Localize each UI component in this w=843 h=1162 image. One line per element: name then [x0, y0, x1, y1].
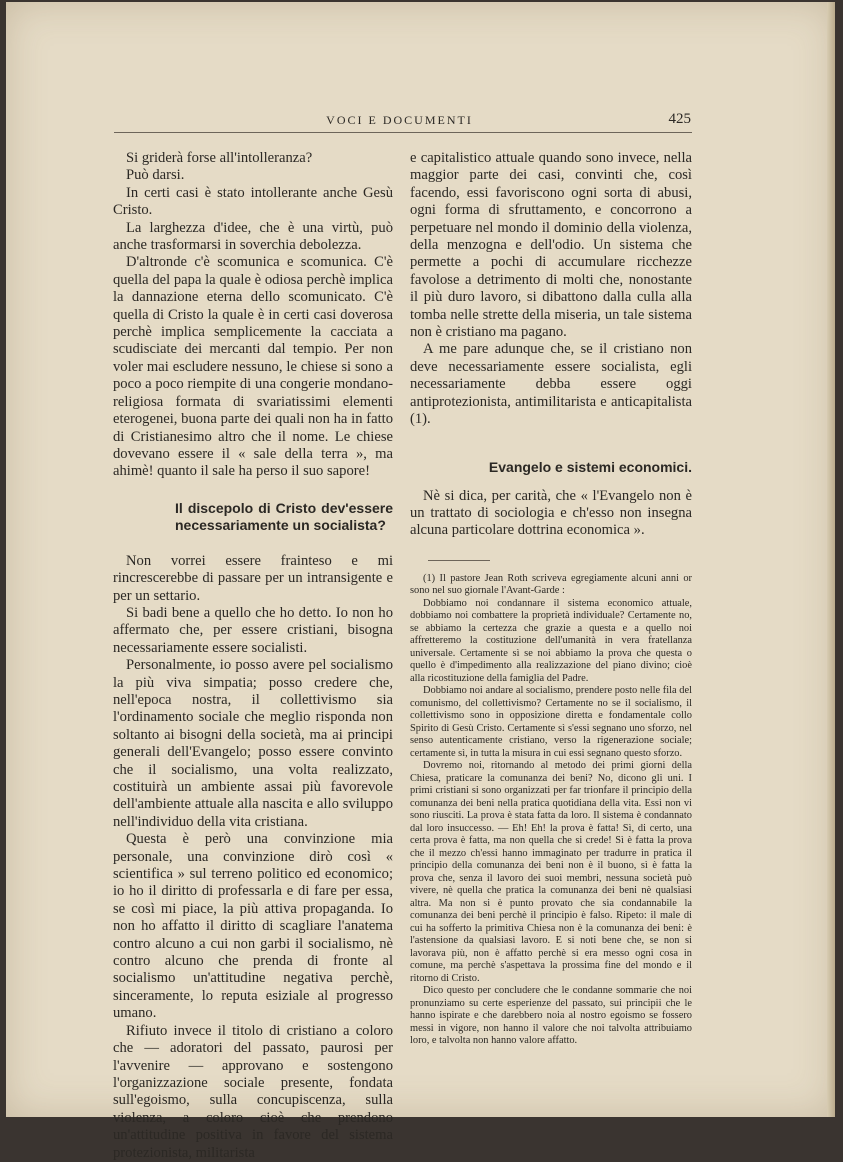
paragraph: In certi casi è stato intollerante anche Gesù Cristo. — [113, 184, 393, 219]
footnote-paragraph: (1) Il pastore Jean Roth scriveva egregiamente alcuni anni or sono nel suo giornale l'Avant-Garde : — [410, 572, 692, 597]
left-column — [113, 150, 393, 1162]
running-title: VOCI E DOCUMENTI — [326, 113, 473, 127]
book-page — [6, 2, 835, 1161]
footnote-paragraph: Dovremo noi, ritornando al metodo dei primi giorni della Chiesa, praticare la comunanza dei beni? No, dicono gli uni. I primi cristiani si sono organizzati per far trionfare il principio della comunanza dei beni nella pratica quotidiana della vita. Essi non vi sono riusciti. La prova è stata fatta da loro. Il sistema è condannato dal loro insuccesso. — Eh! Eh! la prova è fatta! Sì, di certo, una certa prova è fatta, ma non quella che si crede! Sì è fatta la prova che il mezzo ch'essi hanno immaginato per tradurre in pratica il principio della comunanza dei beni non è il buono, sì è fatta la prova che, senza il lavoro dei suoi membri, nessuna società può vivere, nè quella che pratica la comunanza dei beni nè qualsiasi altra. Ma non si è punto provato che sia condannabile la comunanza dei beni perchè il principio è falso. Ripeto: il male di cui ha sofferto la primitiva Chiesa non è la comunanza dei beni: è l'astensione da qualsiasi lavoro. E si noti bene che, se non si lavorava più, non è affatto perchè si era messo ogni cosa in comune, ma perchè s'aspettava la prossima fine del mondo e il ritorno di Cristo. — [410, 760, 692, 984]
header-rule — [114, 132, 692, 133]
paragraph: Nè si dica, per carità, che « l'Evangelo non è un trattato di sociologia e ch'esso non insegna alcuna particolare dottrina economica ». — [410, 487, 692, 539]
paragraph: Non vorrei essere frainteso e mi rincrescerebbe di passare per un intransigente e per un settario. — [113, 552, 393, 604]
footnote-paragraph: Dobbiamo noi condannare il sistema economico attuale, dobbiamo noi combattere la proprietà individuale? Certamente no, se abbiamo la certezza che grazie a questa e a quello noi affretteremo la costituzione dell'umanità in vera fratellanza universale. Certamente sì se noi abbiamo la prova che questa o quello è d'impedimento alla realizzazione del piano divino; cioè alla ricostituzione della famiglia del Padre. — [410, 597, 692, 684]
section-heading: Il discepolo di Cristo dev'essere necessariamente un socialista? — [175, 499, 393, 533]
paragraph: Si badi bene a quello che ho detto. Io non ho affermato che, per essere cristiani, bisogna necessariamente essere socialisti. — [113, 604, 393, 656]
page-number: 425 — [668, 111, 691, 127]
paragraph: Questa è però una convinzione mia personale, una convinzione dirò così « scientifica » sul terreno politico ed economico; io ho il diritto di professarla e di fare per essa, se così mi piace, la più attiva propaganda. Io non ho affatto il diritto di scagliare l'anatema contro alcuno a cui non garbi il socialismo, nè contro alcuno che prenda di fronte al socialismo un'attitudine negativa perchè, sinceramente, lo reputa esiziale al progresso umano. — [113, 831, 393, 1022]
paragraph: Rifiuto invece il titolo di cristiano a coloro che — adoratori del passato, paurosi per l'avvenire — approvano e sostengono l'organizzazione sociale presente, fondata sull'egoismo, sulla concupiscenza, sulla violenza, a coloro cioè che prendono un'attitudine positiva in favore del sistema protezionista, militarista — [113, 1022, 393, 1161]
paragraph: Può darsi. — [126, 167, 185, 184]
footnote-paragraph: Dobbiamo noi andare al socialismo, prendere posto nelle fila del comunismo, del collettivismo? Certamente no se il socialismo, il collettivismo sono in opposizione diretta e fondamentale collo Spirito di Gesù Cristo. Certamente sì s'essi segnano uno sforzo, nel senso autenticamente cristiano, verso la rigenerazione sociale; certamente sì, in tutta la misura in cui essi segnano questo sforzo. — [410, 685, 692, 759]
page-edge — [827, 2, 835, 1117]
paragraph: A me pare adunque che, se il cristiano non deve necessariamente essere socialista, egli necessariamente debba essere oggi antiprotezionista, antimilitarista e anticapitalista (1). — [410, 341, 692, 428]
footnotes — [410, 573, 692, 1048]
paragraph: Si griderà forse all'intolleranza? — [126, 150, 313, 166]
paragraph: D'altronde c'è scomunica e scomunica. C'è quella del papa la quale è odiosa perchè implica la dannazione eterna dello scomunicato. C'è quella di Cristo la quale è in certi casi doverosa perchè implica semplicemente la cacciata a scudisciate dei mercanti dal tempio. Per non voler mai escludere nessuno, le chiese si sono a poco a poco riempite di una congerie mondano-religiosa formata di svariatissimi elementi eterogenei, buona parte dei quali non ha in fatto di Cristianesimo altro che il nome. Le chiese dovevano essere il « sale della terra », ma ahimè! quanto il sale ha perso il suo sapore! — [113, 254, 393, 480]
paragraph: Personalmente, io posso avere pel socialismo la più viva simpatia; posso credere che, nell'epoca nostra, il collettivismo sia l'ordinamento sociale che meglio risponda non soltanto ai bisogni della società, ma ai principi generali dell'Evangelo; posso essere convinto che il socialismo, una volta realizzato, costituirà un ambiente assai più favorevole dell'ambiente attuale alla nascita e allo sviluppo nell'individuo della vita cristiana. — [113, 657, 393, 830]
right-column — [410, 150, 692, 1048]
paragraph: e capitalistico attuale quando sono invece, nella maggior parte dei casi, convinti che, così facendo, essi favoriscono ogni sorta di abusi, ogni forma di sfruttamento, e concorrono a perpetuare nel mondo il dominio della violenza, della menzogna e dell'odio. Un sistema che permette a pochi di accumulare ricchezze favolose a detrimento di molti che, nonostante il più duro lavoro, si dibattono dalla culla alla tomba nelle strette della miseria, un tale sistema non è cristiano ma pagano. — [410, 150, 692, 341]
footnote-rule — [428, 560, 490, 561]
footnote-paragraph: Dico questo per concludere che le condanne sommarie che noi pronunziamo su certe esperienze del passato, sui principii che le hanno ispirate e che darebbero noia al nostro egoismo se fossero messi in vigore, non hanno il valore che noi talvolta attribuiamo loro, e talvolta non hanno valore affatto. — [410, 985, 692, 1047]
paragraph: La larghezza d'idee, che è una virtù, può anche trasformarsi in soverchia debolezza. — [113, 219, 393, 254]
section-heading: Evangelo e sistemi economici. — [488, 458, 692, 475]
